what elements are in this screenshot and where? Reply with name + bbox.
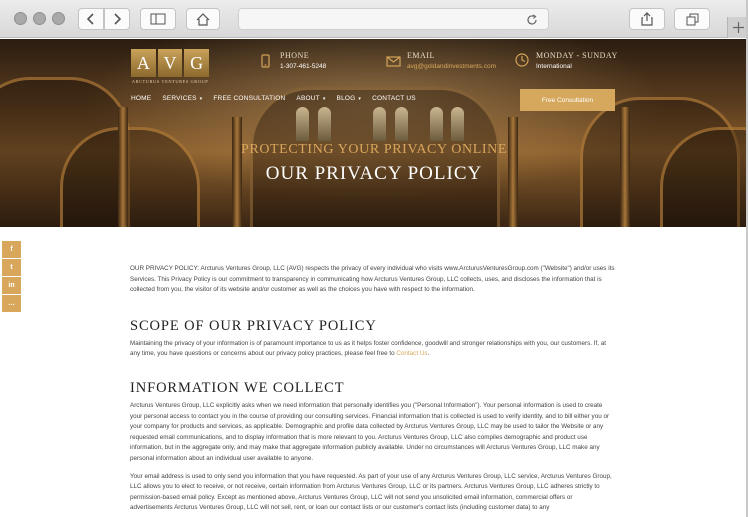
home-icon <box>196 13 210 26</box>
window-decoration <box>451 107 464 141</box>
new-tab-icon <box>733 22 744 33</box>
nav-item-services[interactable] <box>162 95 202 102</box>
minimize-window-button[interactable] <box>33 12 46 25</box>
email-value[interactable]: avg@goldandinvestments.com <box>407 63 496 70</box>
back-button[interactable] <box>78 8 104 30</box>
social-share-bar <box>2 241 21 312</box>
facebook-icon[interactable]: f <box>2 241 21 258</box>
forward-icon <box>113 13 121 25</box>
close-window-button[interactable] <box>14 12 27 25</box>
hero-banner <box>0 39 748 227</box>
chevron-down-icon: ▾ <box>358 96 362 102</box>
sidebar-icon <box>150 13 166 25</box>
logo-letter: V <box>158 49 183 77</box>
share-button[interactable] <box>629 8 665 30</box>
nav-item-home[interactable]: HOME <box>131 95 152 102</box>
zoom-window-button[interactable] <box>52 12 65 25</box>
scope-text: Maintaining the privacy of your information is of paramount importance to us as it helps foster confidence, goodwill and stronger relationships with you, our customers. If, at any time, you have questions or concerns about our privacy policy practices, please feel free to <box>130 339 607 358</box>
window-decoration <box>296 107 309 141</box>
linkedin-icon[interactable]: in <box>2 277 21 294</box>
browser-toolbar <box>0 0 748 38</box>
phone-info <box>280 51 326 70</box>
section-heading-collect: INFORMATION WE COLLECT <box>130 379 345 396</box>
site-logo[interactable] <box>131 49 209 77</box>
chevron-down-icon: ▾ <box>199 96 203 102</box>
new-tab-button[interactable] <box>727 17 748 38</box>
chevron-down-icon: ▾ <box>322 96 326 102</box>
web-page <box>0 39 748 517</box>
nav-item-about[interactable] <box>296 95 325 102</box>
address-bar[interactable] <box>238 8 549 30</box>
share-icon <box>641 12 653 26</box>
logo-letter: G <box>184 49 209 77</box>
reload-icon[interactable] <box>526 14 538 26</box>
policy-content <box>130 264 616 514</box>
window-decoration <box>395 107 408 141</box>
email-info <box>407 51 496 70</box>
intro-paragraph: OUR PRIVACY POLICY: Arcturus Ventures Group, LLC (AVG) respects the privacy of every individual who visits www.ArcturusVenturesGroup.com ("Website") and/or uses its Services. This Privacy Policy is our commitment to transparency in communicating how Arcturus Ventures Group, LLC collects, uses, and discloses the information that is collected from you, the visitor of its website and/or customer as well as the choices you have with respect to the information. <box>130 265 615 294</box>
nav-item-blog[interactable] <box>337 95 362 102</box>
clock-icon <box>515 53 529 70</box>
window-decoration <box>318 107 331 141</box>
hours-label: MONDAY - SUNDAY <box>536 51 618 60</box>
nav-item-label: BLOG <box>336 95 356 102</box>
nav-item-label: ABOUT <box>296 95 320 102</box>
logo-letter: A <box>131 49 156 77</box>
window-decoration <box>373 107 386 141</box>
window-decoration <box>430 107 443 141</box>
phone-value[interactable]: 1-307-461-5248 <box>280 63 327 70</box>
phone-icon <box>261 54 270 71</box>
phone-label: PHONE <box>280 51 310 60</box>
email-label: EMAIL <box>407 51 435 60</box>
free-consultation-button[interactable]: Free Consultation <box>520 89 615 111</box>
more-icon[interactable]: … <box>2 295 21 312</box>
back-icon <box>87 13 95 25</box>
sidebar-button[interactable] <box>140 8 176 30</box>
email-icon <box>386 56 401 70</box>
scope-end: . <box>427 350 430 358</box>
logo-subtitle: ARCTURUS VENTURES GROUP <box>131 79 209 84</box>
nav-item-free-consultation[interactable]: FREE CONSULTATION <box>213 95 286 102</box>
nav-item-label: SERVICES <box>162 95 197 102</box>
twitter-icon[interactable]: t <box>2 259 21 276</box>
section-heading-scope: SCOPE OF OUR PRIVACY POLICY <box>130 317 377 334</box>
nav-item-contact[interactable]: CONTACT US <box>372 95 416 102</box>
tabs-button[interactable] <box>674 8 710 30</box>
hours-value: International <box>536 63 572 70</box>
hero-eyebrow: PROTECTING YOUR PRIVACY ONLINE <box>241 142 507 157</box>
forward-button[interactable] <box>104 8 130 30</box>
main-nav <box>131 95 427 102</box>
hours-info <box>536 51 618 70</box>
scope-paragraph <box>130 339 616 360</box>
contact-us-link[interactable]: Contact Us <box>396 350 428 358</box>
home-button[interactable] <box>186 8 220 30</box>
collect-paragraph-2: Your email address is used to only send you information that you have requested. As part of your use of any Arcturus Ventures Group, LLC service, Arcturus Ventures Group, LLC allows you to elect to receive, or not receive, certain information from Arcturus Ventures Group, LLC or its partners. Arcturus Ventures Group, LLC adheres strictly to permission-based email policy. Except as mentioned above, Arcturus Ventures Group, LLC will not send you unsolicited email information, commercial offers or advertisements Arcturus Ventures Group, LLC will not sell, rent, or loan our contact lists or our customer's contact lists (including customer data) to any <box>130 472 612 512</box>
collect-paragraph-1: Arcturus Ventures Group, LLC explicitly asks when we need information that personally identifies you ("Personal Information"). Your personal information is used to create your personal access to contact you in the course of providing our consulting services. Financial information that is collected is used to verify identity, and to bill either you or your company for products and services, as applicable. Demographic and profile data collected by Arcturus Ventures Group, LLC may be used to tailor the Website or any requested email communications, and to display information that is more relevant to you. Arcturus Ventures Group, LLC also compiles demographic and product use information, but in the aggregate only, and may make that aggregate information publicly available. Under no circumstances will Arcturus Ventures Group, LLC make any personal information about an individual user available to anyone. <box>130 401 610 462</box>
page-title: OUR PRIVACY POLICY <box>265 163 483 184</box>
tabs-icon <box>686 13 699 26</box>
